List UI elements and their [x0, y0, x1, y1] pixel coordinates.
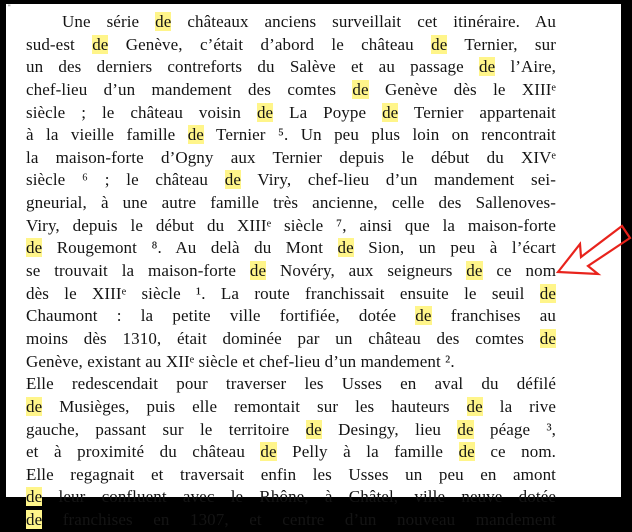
- text-line: [26, 215, 556, 238]
- highlighted-word: de: [256, 102, 274, 122]
- highlighted-word: de: [457, 419, 474, 439]
- text-run: siècle ; le château voisin: [26, 102, 257, 122]
- text-run: Rougemont ⁸. Au delà du Mont: [42, 238, 338, 258]
- text-line: [26, 124, 556, 147]
- text-run: franchises en 1307, et centre d’un nouveau mandement: [42, 510, 556, 530]
- text-run: Viry, chef-lieu d’un mandement sei-: [240, 170, 556, 190]
- text-run: leur confluent avec le Rhône, à Châtel, ville neuve dotée: [42, 487, 556, 507]
- highlighted-word: de: [249, 261, 267, 281]
- text-run: à la vieille famille: [26, 125, 188, 145]
- text-line: [26, 56, 556, 79]
- text-run: Novéry, aux seigneurs: [266, 261, 467, 281]
- text-run: et à proximité du château: [26, 442, 261, 462]
- text-run: Une série: [62, 12, 156, 31]
- highlighted-word: de: [458, 442, 475, 462]
- text-run: Genève, existant au XIIᵉ siècle et chef-lieu d’un mandement ².: [26, 351, 455, 371]
- text-run: ce nom.: [474, 442, 556, 462]
- text-line: [26, 11, 556, 34]
- text-line: [26, 486, 556, 509]
- highlighted-word: de: [260, 442, 277, 462]
- text-run: Musièges, puis elle remontait sur les hauteurs: [42, 396, 467, 416]
- highlighted-word: de: [305, 419, 322, 439]
- text-line: [26, 79, 556, 102]
- text-run: la maison-forte d’Ogny aux Ternier depuis le début du XIVᵉ: [26, 147, 556, 167]
- text-line: [26, 283, 556, 306]
- text-run: Pelly à la famille: [276, 442, 459, 462]
- highlighted-word: de: [382, 102, 399, 122]
- highlighted-word: de: [155, 12, 172, 31]
- text-run: La Poype: [273, 102, 383, 122]
- text-run: chef-lieu d’un mandement des comtes: [26, 79, 353, 99]
- text-run: Ternier appartenait: [398, 102, 556, 122]
- highlighted-word: de: [466, 261, 483, 281]
- text-run: gneurial, à une autre famille très ancienne, celle des Sallenoves-: [26, 193, 556, 213]
- text-run: Elle regagnait et traversait enfin les Usses un peu en amont: [26, 464, 556, 484]
- scanned-page: [6, 4, 625, 530]
- text-run: l’Aire,: [495, 57, 556, 77]
- text-line: [26, 192, 556, 215]
- highlighted-word: de: [337, 238, 354, 258]
- text-run: franchises au: [431, 306, 556, 326]
- text-run: Chaumont : la petite ville fortifiée, dotée: [26, 306, 416, 326]
- text-line: [26, 237, 556, 260]
- text-run: Elle redescendait pour traverser les Usses en aval du défilé: [26, 374, 556, 394]
- scan-corner-mark: ": [8, 4, 11, 11]
- text-run: Desingy, lieu: [321, 419, 458, 439]
- text-line: [26, 102, 556, 125]
- text-line: [26, 464, 556, 487]
- highlighted-word: de: [415, 306, 432, 326]
- highlighted-word: de: [26, 238, 43, 258]
- highlighted-word: de: [466, 396, 483, 416]
- text-run: Ternier ⁵. Un peu plus loin on rencontrait: [203, 125, 556, 145]
- text-line: [26, 328, 556, 351]
- text-run: un des derniers contreforts du Salève et au passage: [26, 57, 479, 77]
- highlighted-word: de: [26, 396, 43, 416]
- highlighted-word: de: [478, 57, 496, 77]
- text-run: siècle ⁶ ; le château: [26, 170, 225, 190]
- text-run: Genève, c’était d’abord le château: [108, 34, 432, 54]
- text-line: [26, 396, 556, 419]
- highlighted-word: de: [431, 34, 448, 54]
- text-line: [26, 441, 556, 464]
- highlighted-word: de: [26, 510, 43, 530]
- text-run: châteaux anciens surveillait cet itinéraire. Au: [171, 12, 556, 31]
- text-run: Sion, un peu à l’écart: [353, 238, 556, 258]
- text-run: Viry, depuis le début du XIIIᵉ siècle ⁷, ainsi que la maison-forte: [26, 215, 556, 235]
- text-line: [26, 169, 556, 192]
- text-run: ce nom: [482, 261, 557, 281]
- text-run: dès le XIIIᵉ siècle ¹. La route franchissait ensuite le seuil: [26, 283, 540, 303]
- text-line: [26, 260, 556, 283]
- highlighted-word: de: [224, 170, 241, 190]
- highlighted-word: de: [92, 34, 109, 54]
- text-line: [26, 34, 556, 57]
- text-run: Ternier, sur: [447, 34, 556, 54]
- text-line: [26, 147, 556, 170]
- text-run: se trouvait la maison-forte: [26, 261, 250, 281]
- text-run: Genève dès le XIIIᵉ: [368, 79, 556, 99]
- text-run: sud-est: [26, 34, 93, 54]
- arrow-outline: [558, 226, 630, 274]
- text-run: gauche, passant sur le territoire: [26, 419, 306, 439]
- text-run: la rive: [482, 396, 556, 416]
- highlighted-word: de: [539, 328, 556, 348]
- text-run: moins dès 1310, était dominée par un château des comtes: [26, 328, 540, 348]
- text-line: [26, 509, 556, 532]
- highlighted-word: de: [352, 79, 369, 99]
- text-line: [26, 305, 556, 328]
- text-line: [26, 419, 556, 442]
- highlighted-word: de: [26, 487, 43, 507]
- text-run: péage ³,: [473, 419, 556, 439]
- highlighted-word: de: [539, 283, 556, 303]
- body-text: [26, 11, 556, 532]
- red-arrow-icon: [554, 224, 632, 280]
- highlighted-word: de: [187, 125, 204, 145]
- text-line: [26, 351, 556, 374]
- text-line: [26, 373, 556, 396]
